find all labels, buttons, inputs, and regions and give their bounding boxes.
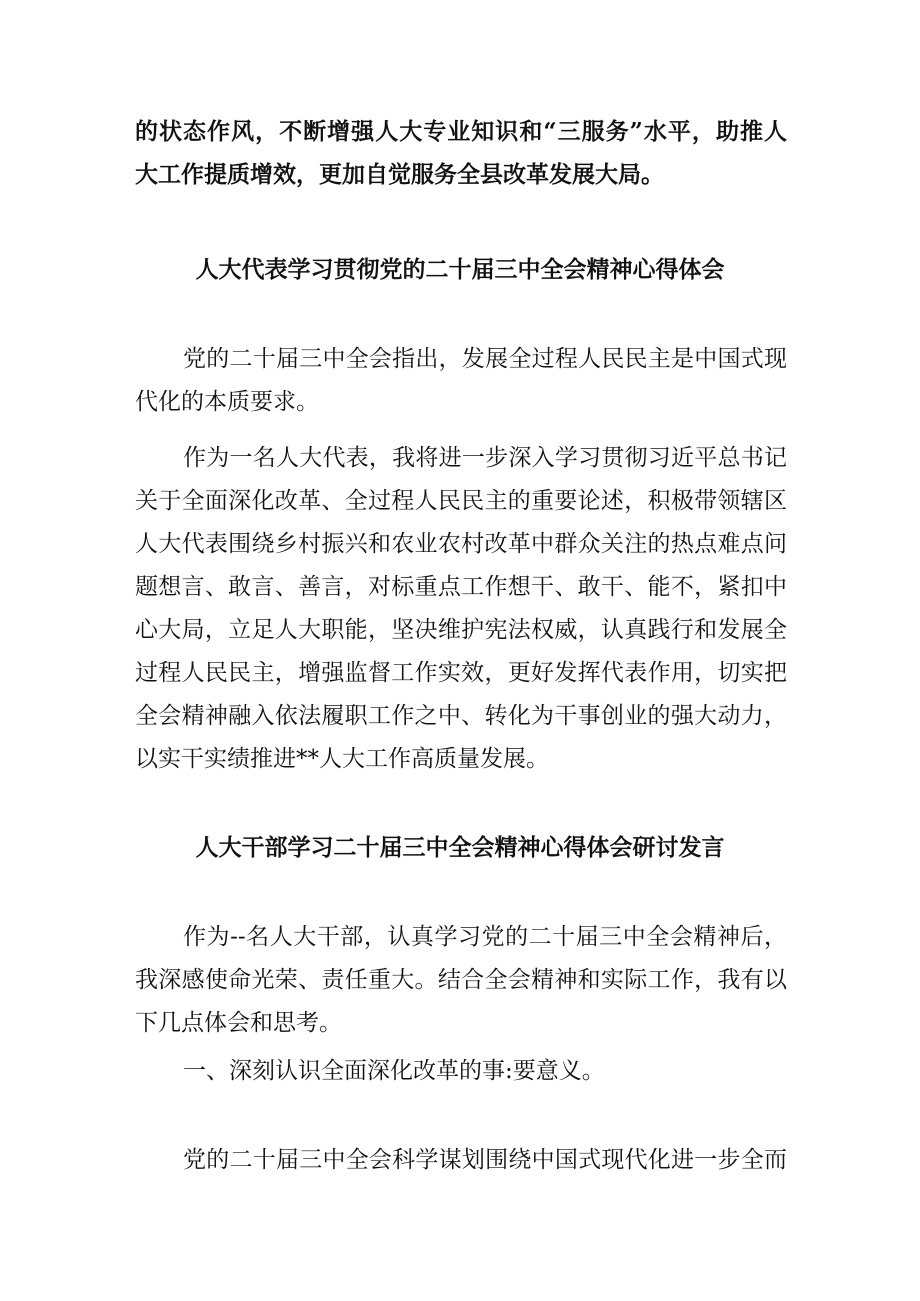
paragraph-line: 下几点体会和思考。 bbox=[135, 1010, 342, 1036]
paragraph-line: 题想言、敢言、善言，对标重点工作想干、敢干、能不，紧扣中 bbox=[135, 574, 787, 600]
paragraph-line: 全会精神融入依法履职工作之中、转化为干事创业的强大动力， bbox=[135, 703, 787, 729]
paragraph-line: 党的二十届三中全会指出，发展全过程人民民主是中国式现 bbox=[183, 346, 787, 372]
paragraph-line: 作为一名人大代表，我将进一步深入学习贯彻习近平总书记 bbox=[183, 445, 787, 471]
paragraph-line: 党的二十届三中全会科学谋划围绕中国式现代化进一步全而 bbox=[183, 1147, 787, 1173]
paragraph-line: 代化的本质要求。 bbox=[135, 389, 319, 415]
section-title: 人大代表学习贯彻党的二十届三中全会精神心得体会 bbox=[195, 256, 725, 283]
paragraph-line: 心大局，立足人大职能，坚决维护宪法权威，认真践行和发展全 bbox=[135, 617, 787, 643]
intro-line: 大工作提质增效，更加自觉服务全县改革发展大局。 bbox=[135, 161, 664, 188]
paragraph-line: 以实干实绩推进**人大工作高质量发展。 bbox=[135, 746, 549, 772]
section-title: 人大干部学习二十届三中全会精神心得体会研讨发言 bbox=[195, 834, 725, 861]
paragraph-line: 关于全面深化改革、全过程人民民主的重要论述，积极带领辖区 bbox=[135, 488, 787, 514]
paragraph-line: 我深感使命光荣、责任重大。结合全会精神和实际工作，我有以 bbox=[135, 967, 787, 993]
paragraph-line: 人大代表围绕乡村振兴和农业农村改革中群众关注的热点难点问 bbox=[135, 531, 787, 557]
subheading: 一、深刻认识全面深化改革的事:要意义。 bbox=[183, 1058, 605, 1084]
intro-line: 的状态作风，不断增强人大专业知识和“三服务”水平，助推人 bbox=[135, 118, 787, 145]
paragraph-line: 过程人民民主，增强监督工作实效，更好发挥代表作用，切实把 bbox=[135, 660, 787, 686]
paragraph-line: 作为--名人大干部，认真学习党的二十届三中全会精神后， bbox=[183, 924, 787, 950]
